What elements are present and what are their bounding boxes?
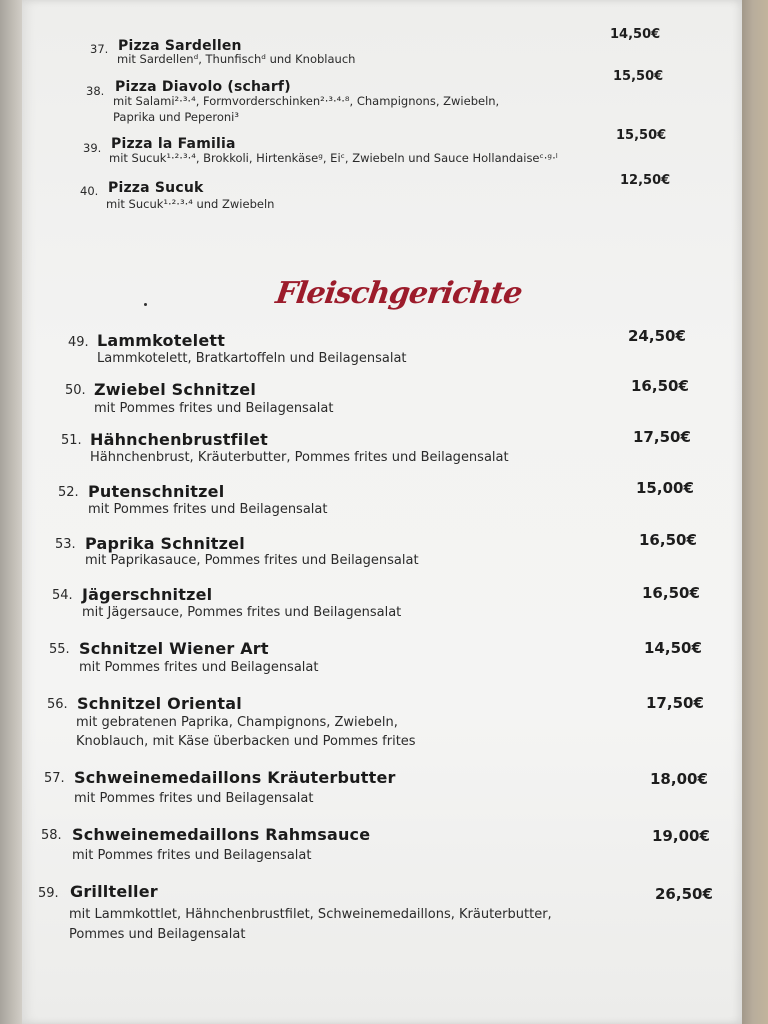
item-title: Pizza Sucuk (108, 180, 204, 196)
item-price: 18,00€ (650, 770, 708, 788)
item-title: Schnitzel Oriental (77, 694, 242, 713)
item-price: 14,50€ (644, 639, 702, 657)
item-title: Schweinemedaillons Rahmsauce (72, 825, 371, 844)
item-title: Pizza la Familia (111, 136, 236, 152)
item-description: mit Pommes frites und Beilagensalat (88, 502, 328, 517)
item-title: Grillteller (70, 882, 158, 901)
item-description: mit Paprikasauce, Pommes frites und Beilagensalat (85, 553, 419, 568)
item-description-line2: Paprika und Peperoni³ (113, 110, 239, 124)
item-number: 49. (68, 335, 89, 350)
table-surface (738, 0, 768, 1024)
item-price: 26,50€ (655, 885, 713, 903)
item-price: 15,50€ (616, 128, 667, 143)
item-description: mit Pommes frites und Beilagensalat (74, 791, 314, 806)
item-description: mit Pommes frites und Beilagensalat (79, 660, 319, 675)
item-description: mit Sucuk¹·²·³·⁴, Brokkoli, Hirtenkäseᵍ, Eiᶜ, Zwiebeln und Sauce Hollandaiseᶜ·ᵍ·ˡ (109, 151, 558, 165)
item-description: mit Pommes frites und Beilagensalat (72, 848, 312, 863)
item-price: 16,50€ (639, 531, 697, 549)
item-price: 19,00€ (652, 827, 710, 845)
item-number: 56. (47, 697, 68, 712)
section-heading: Fleischgerichte (273, 276, 524, 311)
item-price: 14,50€ (610, 27, 661, 42)
item-number: 51. (61, 433, 82, 448)
item-number: 39. (83, 141, 102, 155)
item-description: mit Salami²·³·⁴, Formvorderschinken²·³·⁴·⁸, Champignons, Zwiebeln, (113, 94, 500, 108)
item-description: mit Lammkottlet, Hähnchenbrustfilet, Schweinemedaillons, Kräuterbutter, (69, 907, 552, 922)
item-number: 50. (65, 383, 86, 398)
item-price: 17,50€ (633, 428, 691, 446)
item-price: 16,50€ (631, 377, 689, 395)
item-description: mit gebratenen Paprika, Champignons, Zwiebeln, (76, 715, 398, 730)
item-description-line2: Pommes und Beilagensalat (69, 927, 246, 942)
item-description: Hähnchenbrust, Kräuterbutter, Pommes frites und Beilagensalat (90, 450, 509, 465)
item-description: mit Sardellenᵈ, Thunfischᵈ und Knoblauch (117, 52, 356, 66)
item-price: 15,00€ (636, 479, 694, 497)
item-title: Schnitzel Wiener Art (79, 639, 269, 658)
item-price: 15,50€ (613, 69, 664, 84)
item-number: 53. (55, 537, 76, 552)
item-title: Jägerschnitzel (82, 585, 213, 604)
item-number: 55. (49, 642, 70, 657)
item-description: mit Jägersauce, Pommes frites und Beilagensalat (82, 605, 402, 620)
item-number: 52. (58, 485, 79, 500)
item-title: Zwiebel Schnitzel (94, 380, 257, 399)
item-number: 59. (38, 886, 59, 901)
speck (144, 303, 147, 306)
item-number: 37. (90, 42, 109, 56)
item-description: Lammkotelett, Bratkartoffeln und Beilagensalat (97, 351, 407, 366)
item-number: 57. (44, 771, 65, 786)
item-title: Lammkotelett (97, 331, 226, 350)
item-price: 16,50€ (642, 584, 700, 602)
item-title: Pizza Diavolo (scharf) (115, 79, 291, 95)
item-title: Paprika Schnitzel (85, 534, 245, 553)
item-description: mit Sucuk¹·²·³·⁴ und Zwiebeln (106, 197, 275, 211)
item-number: 38. (86, 84, 105, 98)
item-price: 17,50€ (646, 694, 704, 712)
item-price: 12,50€ (620, 173, 671, 188)
item-price: 24,50€ (628, 327, 686, 345)
item-description-line2: Knoblauch, mit Käse überbacken und Pommes frites (76, 734, 416, 749)
item-title: Hähnchenbrustfilet (90, 430, 269, 449)
item-title: Schweinemedaillons Kräuterbutter (74, 768, 396, 787)
item-number: 54. (52, 588, 73, 603)
item-description: mit Pommes frites und Beilagensalat (94, 401, 334, 416)
item-title: Pizza Sardellen (118, 38, 242, 54)
item-number: 58. (41, 828, 62, 843)
item-title: Putenschnitzel (88, 482, 225, 501)
item-number: 40. (80, 184, 99, 198)
